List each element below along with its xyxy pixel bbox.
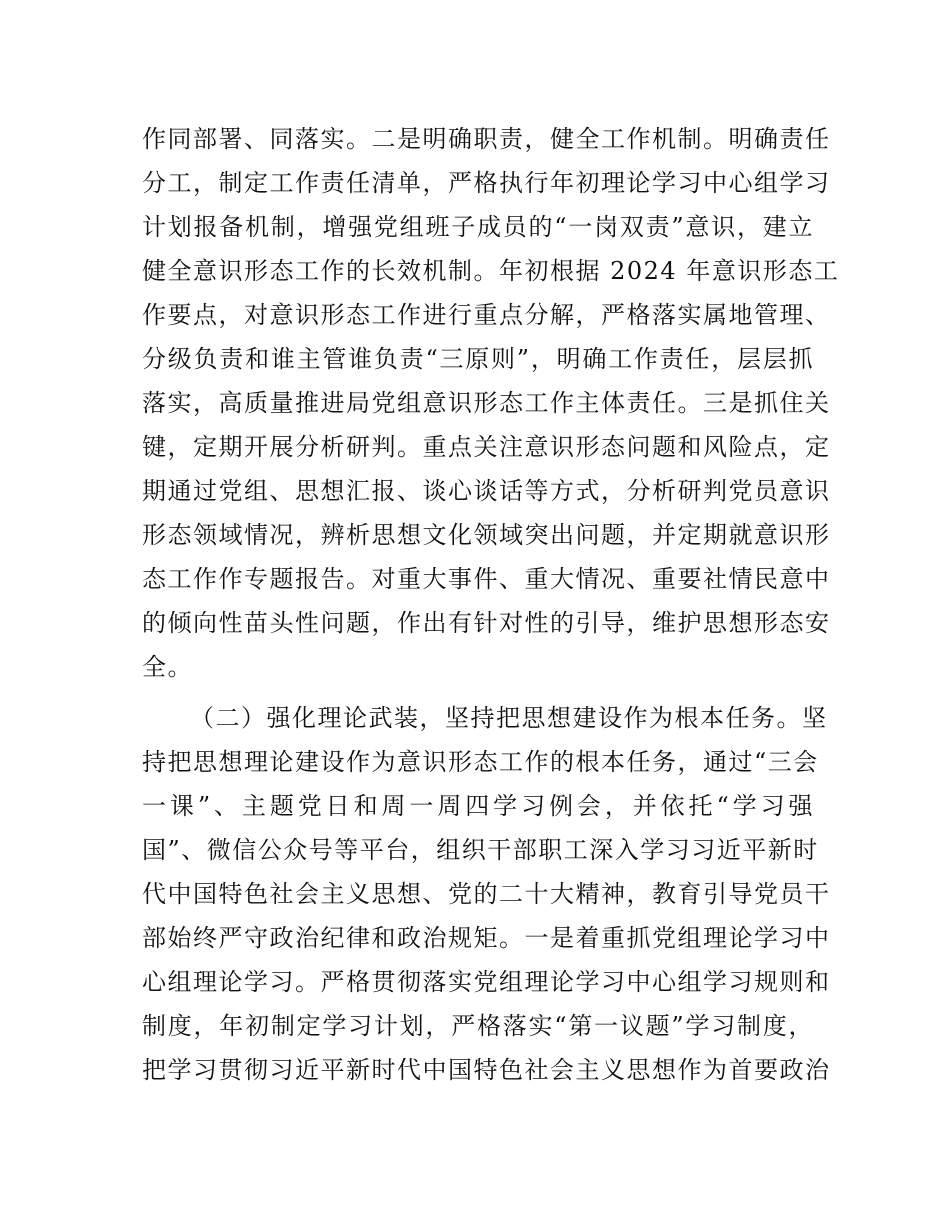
- paragraph-1-line-10: 形态领域情况，辨析思想文化领域突出问题，并定期就意识形: [142, 521, 831, 549]
- paragraph-1-line-6: 分级负责和谁主管谁负责“三原则”，明确工作责任，层层抓: [142, 345, 814, 373]
- paragraph-1-line-3: 计划报备机制，增强党组班子成员的“一岗双责”意识，建立: [142, 213, 814, 241]
- paragraph-1-line-12: 的倾向性苗头性问题，作出有针对性的引导，维护思想形态安: [142, 609, 831, 637]
- paragraph-2-line-5: 代中国特色社会主义思想、党的二十大精神，教育引导党员干: [142, 880, 831, 908]
- paragraph-2-line-7: 心组理论学习。严格贯彻落实党组理论学习中心组学习规则和: [142, 968, 831, 996]
- paragraph-1-line-2: 分工，制定工作责任清单，严格执行年初理论学习中心组学习: [142, 169, 831, 197]
- paragraph-1-line-8: 键，定期开展分析研判。重点关注意识形态问题和风险点，定: [142, 433, 831, 461]
- paragraph-2-line-4: 国”、微信公众号等平台，组织干部职工深入学习习近平新时: [142, 836, 819, 864]
- paragraph-1-line-5: 作要点，对意识形态工作进行重点分解，严格落实属地管理、: [142, 301, 831, 329]
- paragraph-1-line-7: 落实，高质量推进局党组意识形态工作主体责任。三是抓住关: [142, 389, 831, 417]
- paragraph-2-line-2: 持把思想理论建设作为意识形态工作的根本任务，通过“三会: [142, 748, 819, 776]
- paragraph-1-line-4: 健全意识形态工作的长效机制。年初根据 2024 年意识形态工: [142, 257, 840, 285]
- paragraph-2-line-3: 一课”、主题党日和周一周四学习例会，并依托“学习强: [142, 792, 814, 820]
- paragraph-2-line-1: （二）强化理论武装，坚持把思想建设作为根本任务。坚: [190, 704, 828, 732]
- paragraph-2-line-6: 部始终严守政治纪律和政治规矩。一是着重抓党组理论学习中: [142, 924, 831, 952]
- paragraph-2-line-9: 把学习贯彻习近平新时代中国特色社会主义思想作为首要政治: [142, 1056, 831, 1084]
- paragraph-2-line-8: 制度，年初制定学习计划，严格落实“第一议题”学习制度，: [142, 1012, 814, 1040]
- paragraph-1-line-1: 作同部署、同落实。二是明确职责，健全工作机制。明确责任: [142, 125, 831, 153]
- paragraph-1-line-11: 态工作作专题报告。对重大事件、重大情况、重要社情民意中: [142, 565, 831, 593]
- paragraph-1-line-13: 全。: [142, 653, 193, 681]
- paragraph-1-line-9: 期通过党组、思想汇报、谈心谈话等方式，分析研判党员意识: [142, 477, 831, 505]
